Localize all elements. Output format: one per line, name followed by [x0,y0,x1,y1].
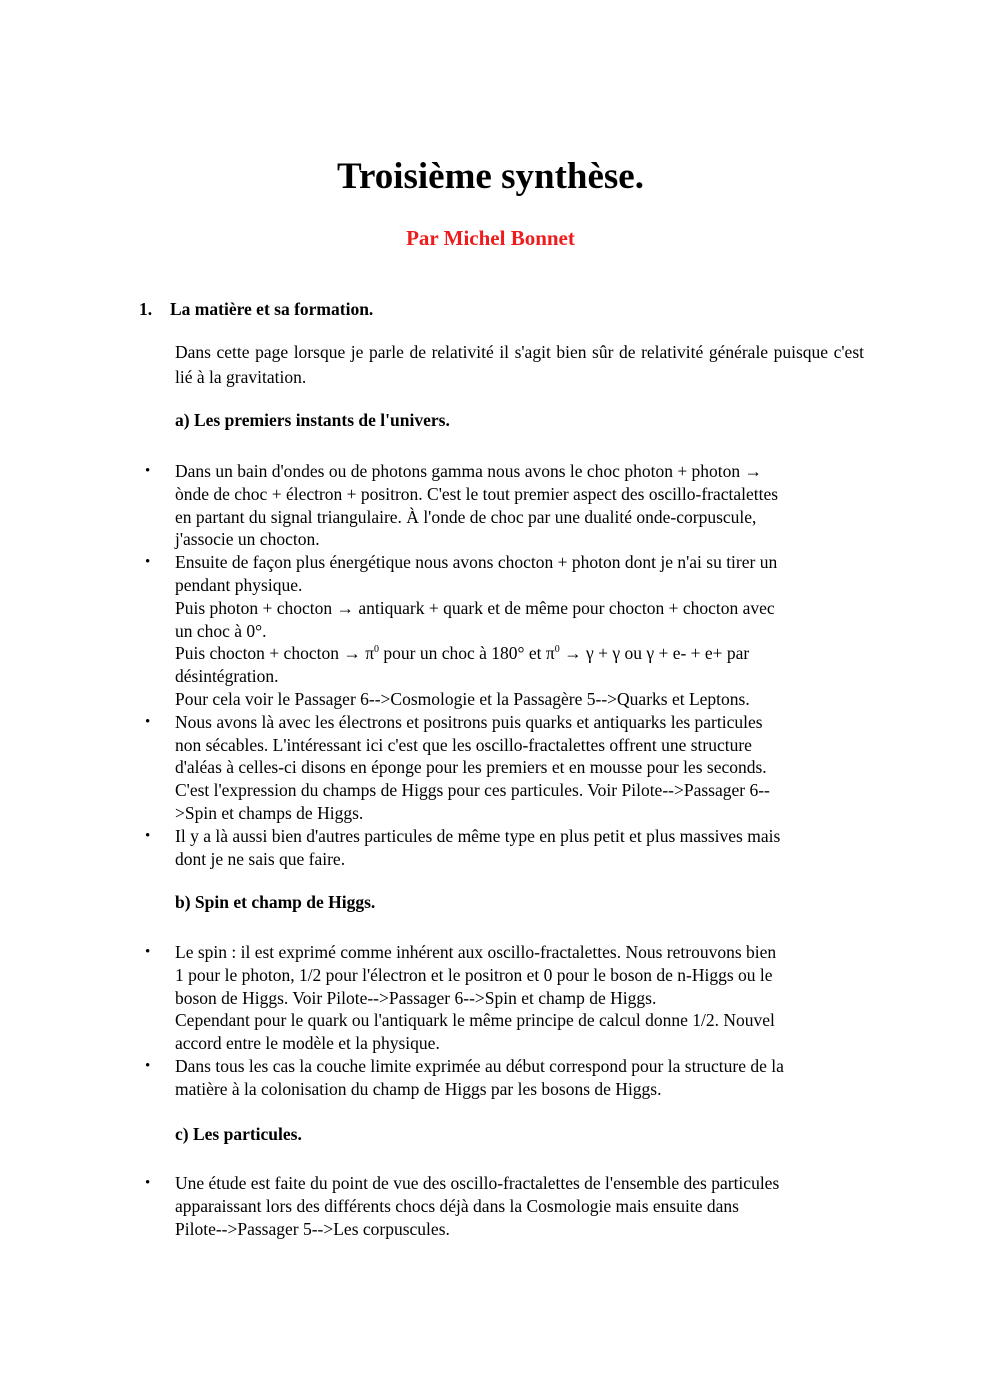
text-line: accord entre le modèle et la physique. [175,1033,440,1054]
text-fragment: Puis chocton + chocton → π [175,643,375,664]
text-line: Cependant pour le quark ou l'antiquark le même principe de calcul donne 1/2. Nouvel [175,1010,775,1031]
text-line: C'est l'expression du champs de Higgs pour ces particules. Voir Pilote-->Passager 6-- [175,780,770,801]
text-line: dont je ne sais que faire. [175,848,346,869]
text-fragment: → γ + γ ou γ + e- + e+ par [559,643,750,664]
superscript: 0 [374,644,380,656]
subsection-heading-c: c) Les particules. [175,1124,302,1144]
text-line: Dans un bain d'ondes ou de photons gamma nous avons le choc photon + photon → [175,461,763,481]
text-line: ònde de choc + électron + positron. C'est le tout premier aspect des oscillo-fractalettes [175,483,779,504]
list-item [0,1172,865,1240]
text-line: Puis photon + chocton → antiquark + quark et de même pour chocton + chocton avec [175,597,775,618]
section-heading [139,299,373,320]
list-item [0,551,865,711]
text-line: Nous avons là avec les électrons et positrons puis quarks et antiquarks les particules [175,711,763,732]
bullet-icon: • [145,1175,151,1191]
superscript: 0 [554,644,560,656]
list-item [0,941,865,1055]
text-line: boson de Higgs. Voir Pilote-->Passager 6-->Spin et champ de Higgs. [175,987,657,1008]
bullet-icon: • [145,463,151,479]
text-line: pendant physique. [175,574,303,595]
list-item [0,460,865,551]
bullet-list-b [0,941,981,1101]
bullet-icon: • [145,944,151,960]
text-line: désintégration. [175,666,279,687]
subsection-heading-a: a) Les premiers instants de l'univers. [175,410,450,430]
bullet-icon: • [145,554,151,571]
text-line: Une étude est faite du point de vue des oscillo-fractalettes de l'ensemble des particules [175,1173,780,1193]
page-title: Troisième synthèse. [337,156,644,197]
intro-paragraph: Dans cette page lorsque je parle de relativité il s'agit bien sûr de relativité générale puisque c'est lié à la gravitation. [175,342,864,387]
text-line: apparaissant lors des différents chocs déjà dans la Cosmologie mais ensuite dans [175,1195,739,1216]
text-fragment: pour un choc à 180° et π [379,643,555,664]
text-line: d'aléas à celles-ci disons en éponge pour les premiers et en mousse pour les seconds. [175,757,767,778]
text-line: Il y a là aussi bien d'autres particules de même type en plus petit et plus massives mais [175,825,781,846]
text-line: en partant du signal triangulaire. À l'onde de choc par une dualité onde-corpuscule, [175,506,757,527]
bullet-icon: • [145,827,151,844]
list-item [0,711,865,825]
bullet-icon: • [145,713,151,730]
text-line: Le spin : il est exprimé comme inhérent aux oscillo-fractalettes. Nous retrouvons bien [175,942,777,962]
subsection-heading-b: b) Spin et champ de Higgs. [175,892,376,912]
bullet-icon: • [145,1057,151,1074]
text-line: Pilote-->Passager 5-->Les corpuscules. [175,1218,450,1239]
text-line: matière à la colonisation du champ de Higgs par les bosons de Higgs. [175,1078,662,1099]
list-item [0,1055,865,1101]
text-line: Pour cela voir le Passager 6-->Cosmologie et la Passagère 5-->Quarks et Leptons. [175,688,750,709]
bullet-list-a [0,460,981,870]
text-line: Ensuite de façon plus énergétique nous avons chocton + photon dont je n'ai su tirer un [175,552,778,573]
text-line: j'associe un chocton. [175,529,320,550]
pi-decay-line [175,642,865,665]
bullet-list-c [0,1172,981,1240]
section-title: La matière et sa formation. [170,299,374,319]
author-line: Par Michel Bonnet [406,226,575,250]
text-line: 1 pour le photon, 1/2 pour l'électron et le positron et 0 pour le boson de n-Higgs ou le [175,964,773,985]
text-line: un choc à 0°. [175,620,267,641]
text-line: >Spin et champs de Higgs. [175,802,364,823]
section-number: 1. [139,299,153,319]
text-line: Dans tous les cas la couche limite exprimée au début correspond pour la structure de la [175,1055,784,1076]
text-line: non sécables. L'intéressant ici c'est que les oscillo-fractalettes offrent une structure [175,734,752,755]
list-item [0,825,865,871]
